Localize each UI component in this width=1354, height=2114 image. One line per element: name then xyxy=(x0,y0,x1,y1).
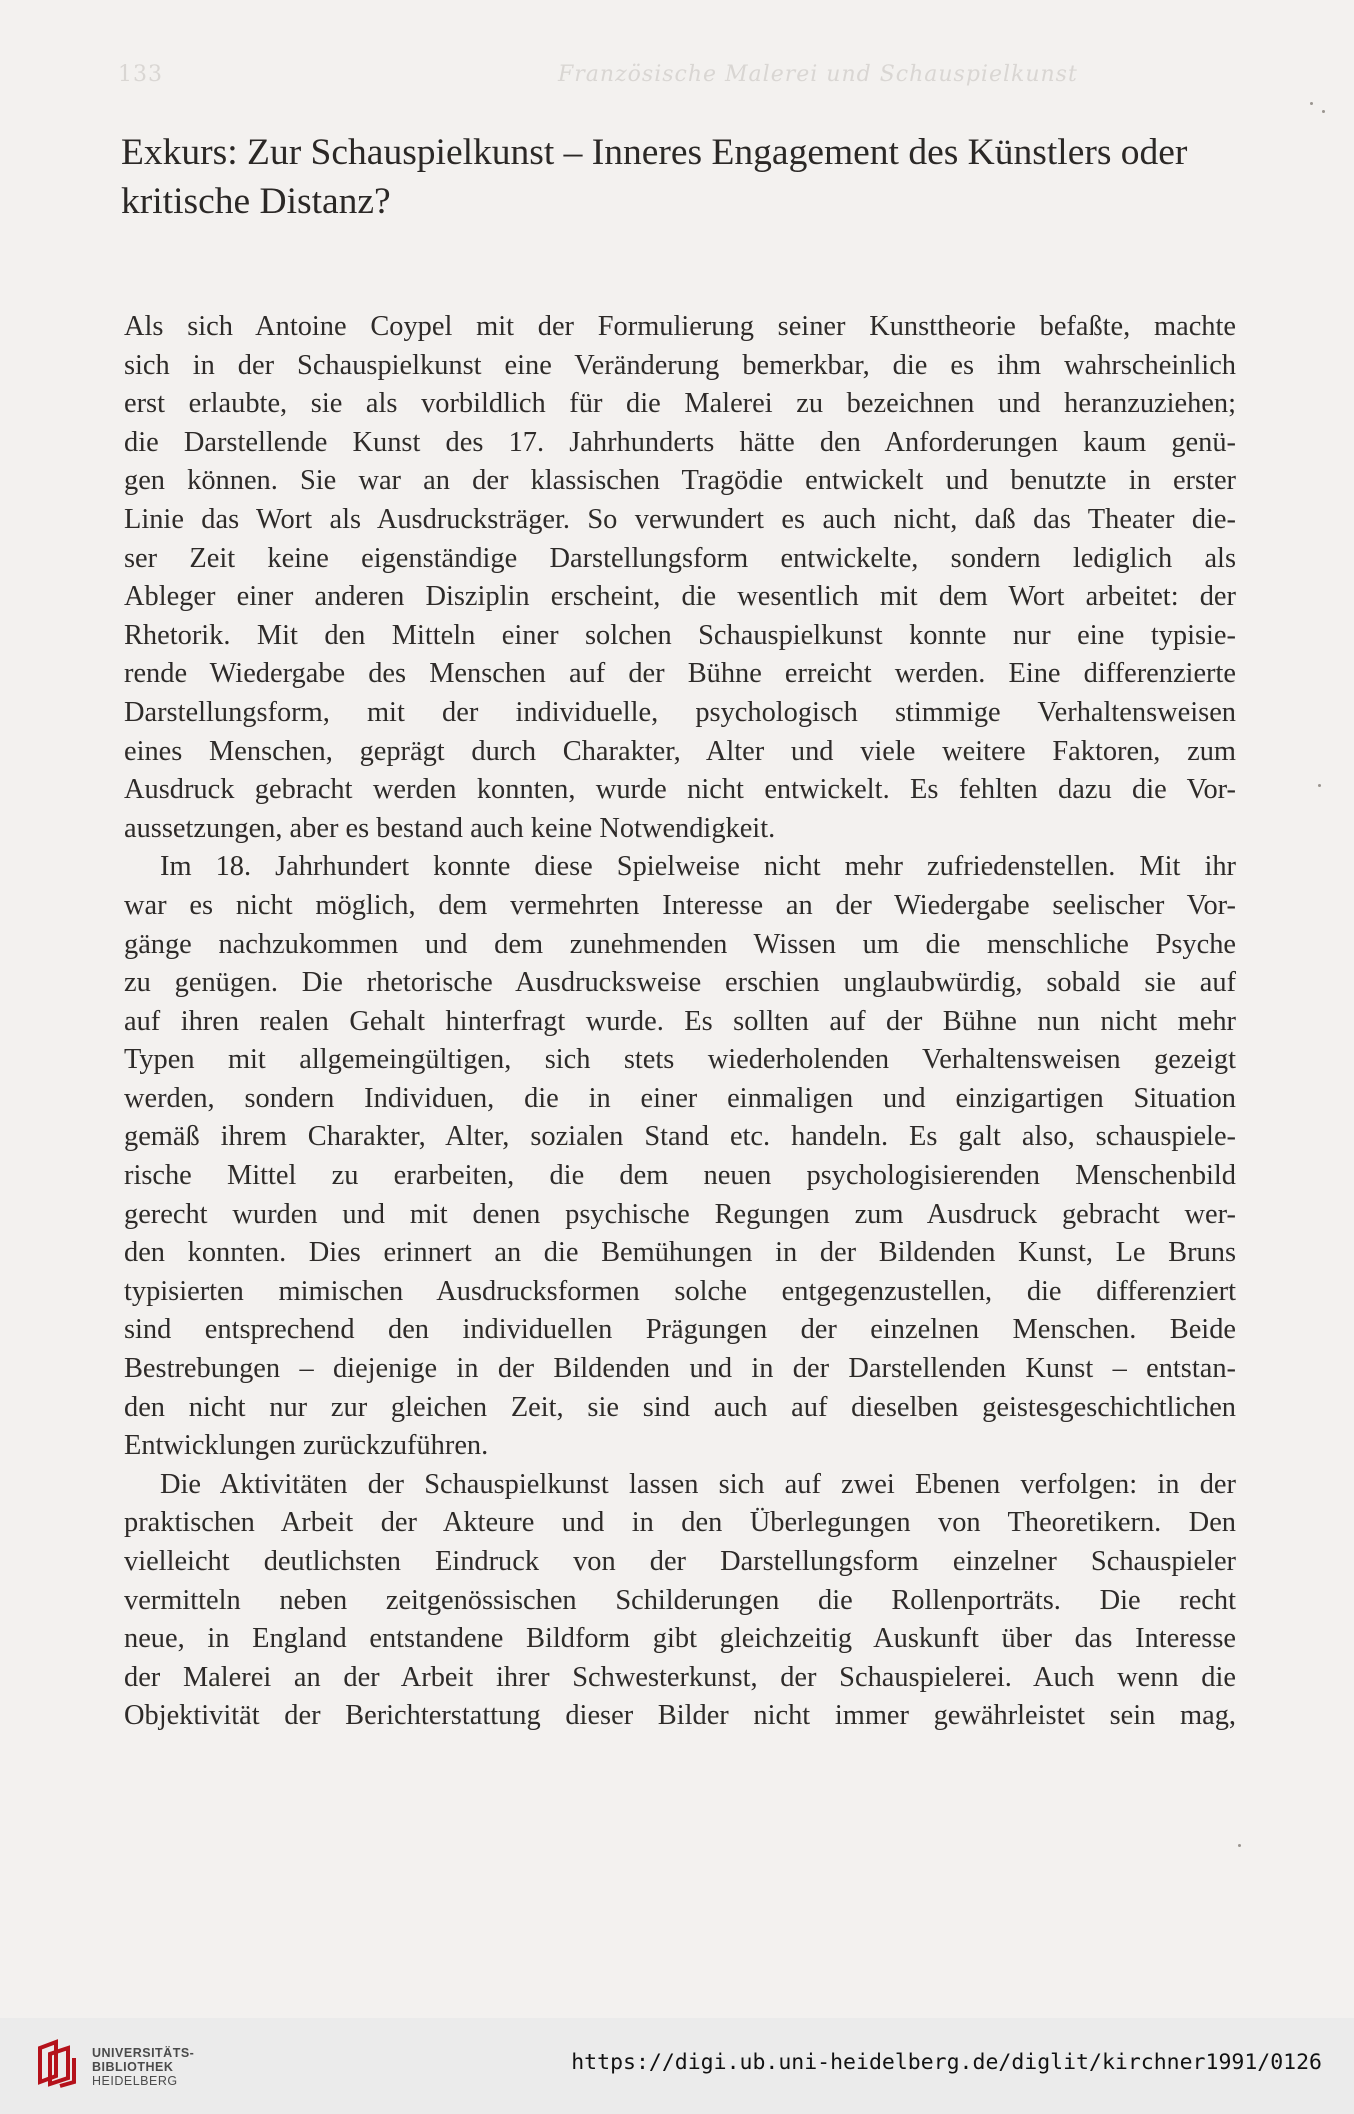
text-line: erst erlaubte, sie als vorbildlich für die Malerei zu bezeichnen und heranzuziehen; xyxy=(124,388,1236,420)
text-line: gänge nachzukommen und dem zunehmenden Wissen um die menschliche Psyche xyxy=(124,928,1236,960)
text-line: Rhetorik. Mit den Mitteln einer solchen Schauspielkunst konnte nur eine typisie- xyxy=(124,619,1236,651)
text-line: eines Menschen, geprägt durch Charakter, Alter und viele weitere Faktoren, zum xyxy=(124,735,1236,767)
text-line: auf ihren realen Gehalt hinterfragt wurde. Es sollten auf der Bühne nun nicht mehr xyxy=(124,1005,1236,1037)
text-line: Ableger einer anderen Disziplin erscheint, die wesentlich mit dem Wort arbeitet: der xyxy=(124,581,1236,613)
text-line: neue, in England entstandene Bildform gibt gleichzeitig Auskunft über das Interesse xyxy=(124,1623,1236,1655)
text-line: Ausdruck gebracht werden konnten, wurde nicht entwickelt. Es fehlten dazu die Vor- xyxy=(124,774,1236,806)
text-line: gerecht wurden und mit denen psychische Regungen zum Ausdruck gebracht wer- xyxy=(124,1198,1236,1230)
scan-speck xyxy=(1318,784,1321,787)
page-number: 133 xyxy=(118,62,163,87)
text-line: vielleicht deutlichsten Eindruck von der Darstellungsform einzelner Schauspieler xyxy=(124,1546,1236,1577)
text-line: sind entsprechend den individuellen Prägungen der einzelnen Menschen. Beide xyxy=(124,1314,1236,1346)
text-line: den nicht nur zur gleichen Zeit, sie sind auch auf dieselben geistesgeschichtlichen xyxy=(124,1391,1236,1423)
footer-bar xyxy=(0,2018,1354,2114)
text-line: gen können. Sie war an der klassischen Tragödie entwickelt und benutzte in erster xyxy=(124,465,1236,497)
text-line: Als sich Antoine Coypel mit der Formulierung seiner Kunsttheorie befaßte, machte xyxy=(124,311,1236,342)
library-logo-icon xyxy=(34,2038,80,2088)
text-line: sich in der Schauspielkunst eine Veränderung bemerkbar, die es ihm wahrscheinlich xyxy=(124,349,1236,381)
text-line: Bestrebungen – diejenige in der Bildenden und in der Darstellenden Kunst – entstan- xyxy=(124,1353,1236,1385)
running-head xyxy=(118,62,1228,88)
text-line: Typen mit allgemeingültigen, sich stets wiederholenden Verhaltensweisen gezeigt xyxy=(124,1044,1236,1076)
text-line: praktischen Arbeit der Akteure und in den Überlegungen von Theoretikern. Den xyxy=(124,1507,1236,1539)
text-line: gemäß ihrem Charakter, Alter, sozialen Stand etc. handeln. Es galt also, schauspiele- xyxy=(124,1121,1236,1153)
text-line: zu genügen. Die rhetorische Ausdrucksweise erschien unglaubwürdig, sobald sie auf xyxy=(124,967,1236,999)
scan-speck xyxy=(1322,110,1325,113)
text-line: die Darstellende Kunst des 17. Jahrhunderts hätte den Anforderungen kaum genü- xyxy=(124,426,1236,458)
text-line: Die Aktivitäten der Schauspielkunst lassen sich auf zwei Ebenen verfolgen: in der xyxy=(160,1468,1236,1500)
source-url-link[interactable]: https://digi.ub.uni-heidelberg.de/diglit/kirchner1991/0126 xyxy=(571,2050,1322,2075)
library-name-line: UNIVERSITÄTS- xyxy=(92,2046,195,2060)
text-line: der Malerei an der Arbeit ihrer Schwesterkunst, der Schauspielerei. Auch wenn die xyxy=(124,1661,1236,1693)
text-line: Linie das Wort als Ausdrucksträger. So verwundert es auch nicht, daß das Theater die- xyxy=(124,503,1236,535)
text-line: den konnten. Dies erinnert an die Bemühungen in der Bildenden Kunst, Le Bruns xyxy=(124,1237,1236,1269)
section-heading xyxy=(121,128,1241,226)
library-name-line: HEIDELBERG xyxy=(92,2074,178,2088)
library-name-line: BIBLIOTHEK xyxy=(92,2060,174,2074)
text-line: Darstellungsform, mit der individuelle, psychologisch stimmige Verhaltensweisen xyxy=(124,696,1236,728)
heading-line: Exkurs: Zur Schauspielkunst – Inneres Engagement des Künstlers oder xyxy=(121,132,1188,173)
text-line: Im 18. Jahrhundert konnte diese Spielweise nicht mehr zufriedenstellen. Mit ihr xyxy=(160,851,1236,883)
text-line: typisierten mimischen Ausdrucksformen solche entgegenzustellen, die differenziert xyxy=(124,1275,1236,1307)
text-line: Objektivität der Berichterstattung dieser Bilder nicht immer gewährleistet sein mag, xyxy=(124,1700,1236,1732)
text-line: vermitteln neben zeitgenössischen Schilderungen die Rollenporträts. Die recht xyxy=(124,1584,1236,1616)
text-line: rische Mittel zu erarbeiten, die dem neuen psychologisierenden Menschenbild xyxy=(124,1160,1236,1192)
text-line: aussetzungen, aber es bestand auch keine Notwendigkeit. xyxy=(124,812,776,844)
text-line: Entwicklungen zurückzuführen. xyxy=(124,1430,489,1462)
text-line: ser Zeit keine eigenständige Darstellungsform entwickelte, sondern lediglich als xyxy=(124,542,1236,574)
running-head-title: Französische Malerei und Schauspielkunst xyxy=(558,62,1078,87)
text-line: rende Wiedergabe des Menschen auf der Bühne erreicht werden. Eine differenzierte xyxy=(124,658,1236,690)
text-line: werden, sondern Individuen, die in einer einmaligen und einzigartigen Situation xyxy=(124,1082,1236,1114)
body-text xyxy=(124,308,1236,1736)
scan-speck xyxy=(1310,102,1313,105)
library-name xyxy=(92,2046,194,2088)
scan-speck xyxy=(1238,1844,1241,1847)
heading-line: kritische Distanz? xyxy=(121,181,391,222)
text-line: war es nicht möglich, dem vermehrten Interesse an der Wiedergabe seelischer Vor- xyxy=(124,889,1236,921)
